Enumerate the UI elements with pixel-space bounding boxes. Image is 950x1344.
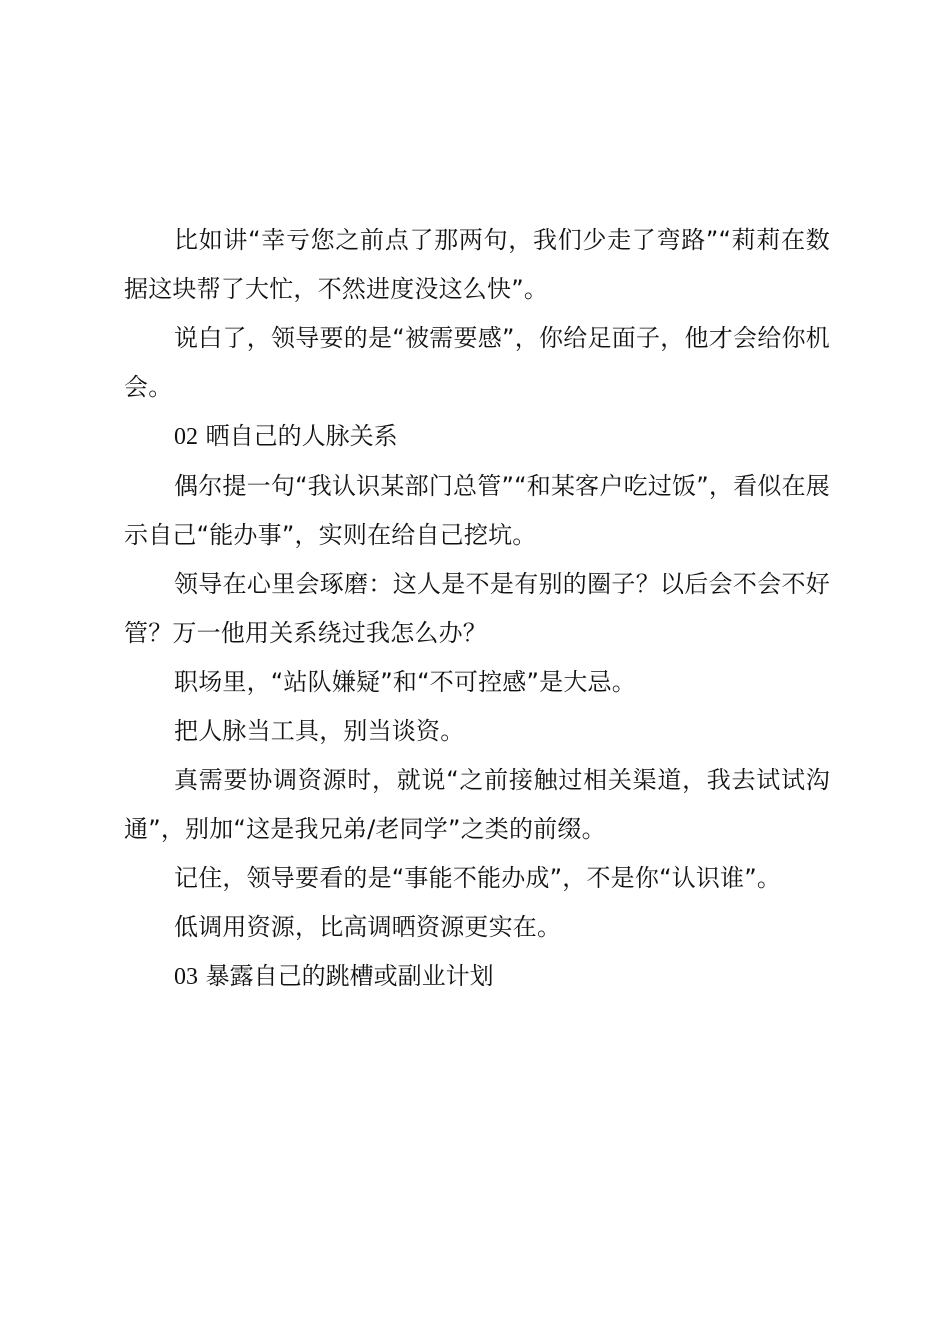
section-title: 晒自己的人脉关系: [198, 422, 398, 450]
document-body: [124, 216, 830, 1002]
paragraph: 偶尔提一句“我认识某部门总管”“和某客户吃过饭”，看似在展示自己“能办事”，实则在给自己挖坑。: [124, 472, 830, 549]
section-heading: [124, 952, 830, 1002]
section-title: 暴露自己的跳槽或副业计划: [198, 962, 494, 990]
paragraph: 把人脉当工具，别当谈资。: [174, 717, 465, 745]
section-number: 03: [174, 964, 198, 990]
paragraph: 领导在心里会琢磨：这人是不是有别的圈子？以后会不会不好管？万一他用关系绕过我怎么办？: [124, 570, 830, 647]
paragraph: 记住，领导要看的是“事能不能办成”，不是你“认识谁”。: [174, 864, 782, 892]
section-heading: [124, 412, 830, 462]
paragraph: 低调用资源，比高调晒资源更实在。: [174, 913, 562, 941]
paragraph: 比如讲“幸亏您之前点了那两句，我们少走了弯路”“莉莉在数据这块帮了大忙，不然进度没这么快”。: [124, 226, 830, 303]
paragraph: 职场里，“站队嫌疑”和“不可控感”是大忌。: [174, 668, 636, 696]
paragraph: 真需要协调资源时，就说“之前接触过相关渠道，我去试试沟通”，别加“这是我兄弟/老同学”之类的前缀。: [124, 766, 830, 843]
section-number: 02: [174, 424, 198, 450]
paragraph: 说白了，领导要的是“被需要感”，你给足面子，他才会给你机会。: [124, 324, 830, 401]
